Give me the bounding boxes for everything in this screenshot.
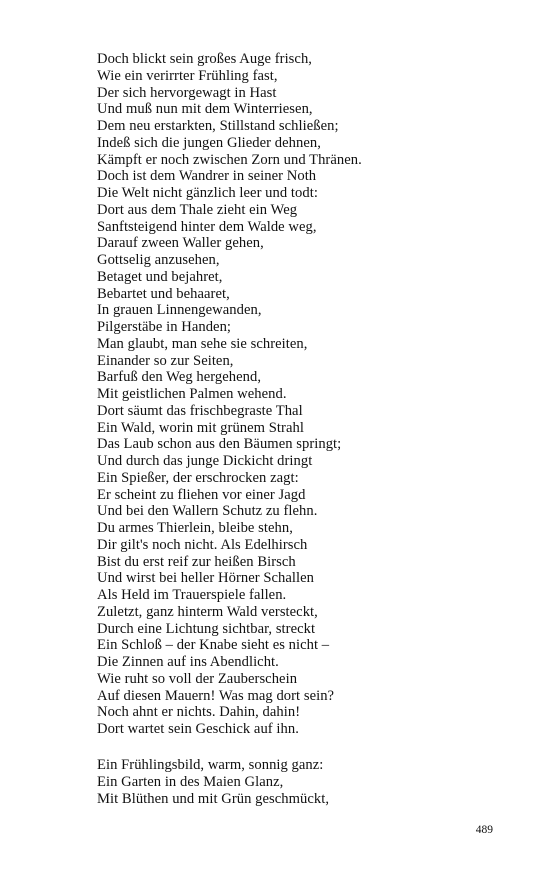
poem-line: Ein Schloß – der Knabe sieht es nicht – (97, 637, 330, 654)
poem-line: Du armes Thierlein, bleibe stehn, (97, 520, 293, 536)
poem-line: Darauf zween Waller gehen, (97, 235, 264, 252)
poem-line: Sanftsteigend hinter dem Walde weg, (97, 218, 317, 235)
poem-line: Einander so zur Seiten, (97, 352, 234, 369)
poem-line: Gottselig anzusehen, (97, 252, 220, 268)
poem-line: Die Zinnen auf ins Abendlicht. (97, 654, 279, 670)
poem-line: Pilgerstäbe in Handen; (97, 319, 232, 335)
poem-line: Ein Garten in des Maien Glanz, (97, 773, 284, 790)
poem-line: Kämpft er noch zwischen Zorn und Thränen. (97, 151, 362, 168)
poem-line: Wie ruht so voll der Zauberschein (97, 670, 298, 687)
poem-line: Und muß nun mit dem Winterriesen, (97, 101, 313, 118)
poem-line: Bist du erst reif zur heißen Birsch (97, 553, 296, 570)
poem-line: Barfuß den Weg hergehend, (97, 369, 262, 386)
poem-line: Betaget und bejahret, (97, 268, 223, 285)
poem-line: Doch blickt sein großes Auge frisch, (97, 51, 312, 67)
poem-line: Ein Spießer, der erschrocken zagt: (97, 469, 299, 486)
poem-line: Mit geistlichen Palmen wehend. (97, 386, 287, 402)
poem-line: Als Held im Trauerspiele fallen. (97, 587, 287, 603)
poem-line: Dort wartet sein Geschick auf ihn. (97, 721, 299, 737)
poem-line: Und durch das junge Dickicht dringt (97, 453, 313, 469)
poem-line: Zuletzt, ganz hinterm Wald versteckt, (97, 603, 318, 620)
poem-line: Indeß sich die jungen Glieder dehnen, (97, 134, 321, 151)
poem-line: Ein Wald, worin mit grünem Strahl (97, 419, 304, 436)
poem-line: Und wirst bei heller Hörner Schallen (97, 570, 314, 587)
poem-line: Dir gilt's noch nicht. Als Edelhirsch (97, 536, 308, 553)
poem-line: Der sich hervorgewagt in Hast (97, 84, 277, 101)
poem-line: Er scheint zu fliehen vor einer Jagd (97, 486, 306, 503)
poem-line: Dem neu erstarkten, Stillstand schließen; (97, 118, 339, 134)
poem-line: Noch ahnt er nichts. Dahin, dahin! (97, 704, 301, 721)
poem-line: Bebartet und behaaret, (97, 285, 230, 302)
poem-stanza-2 (97, 757, 497, 807)
poem-line: Doch ist dem Wandrer in seiner Noth (97, 168, 317, 185)
poem-line: Das Laub schon aus den Bäumen springt; (97, 436, 342, 453)
page-number: 489 (475, 824, 493, 836)
poem-line: Dort aus dem Thale zieht ein Weg (97, 201, 298, 218)
poem-line: Auf diesen Mauern! Was mag dort sein? (97, 687, 335, 704)
poem-line: In grauen Linnengewanden, (97, 302, 262, 319)
poem-line: Mit Blüthen und mit Grün geschmückt, (97, 790, 330, 807)
poem-line: Dort säumt das frischbegraste Thal (97, 402, 303, 419)
poem-line: Durch eine Lichtung sichtbar, streckt (97, 620, 316, 637)
poem-line: Die Welt nicht gänzlich leer und todt: (97, 185, 318, 201)
poem-line: Ein Frühlingsbild, warm, sonnig ganz: (97, 757, 324, 773)
poem-stanza-1 (97, 51, 497, 738)
poem-line: Man glaubt, man sehe sie schreiten, (97, 335, 308, 352)
poem-line: Und bei den Wallern Schutz zu flehn. (97, 503, 318, 520)
poem-line: Wie ein verirrter Frühling fast, (97, 67, 278, 84)
